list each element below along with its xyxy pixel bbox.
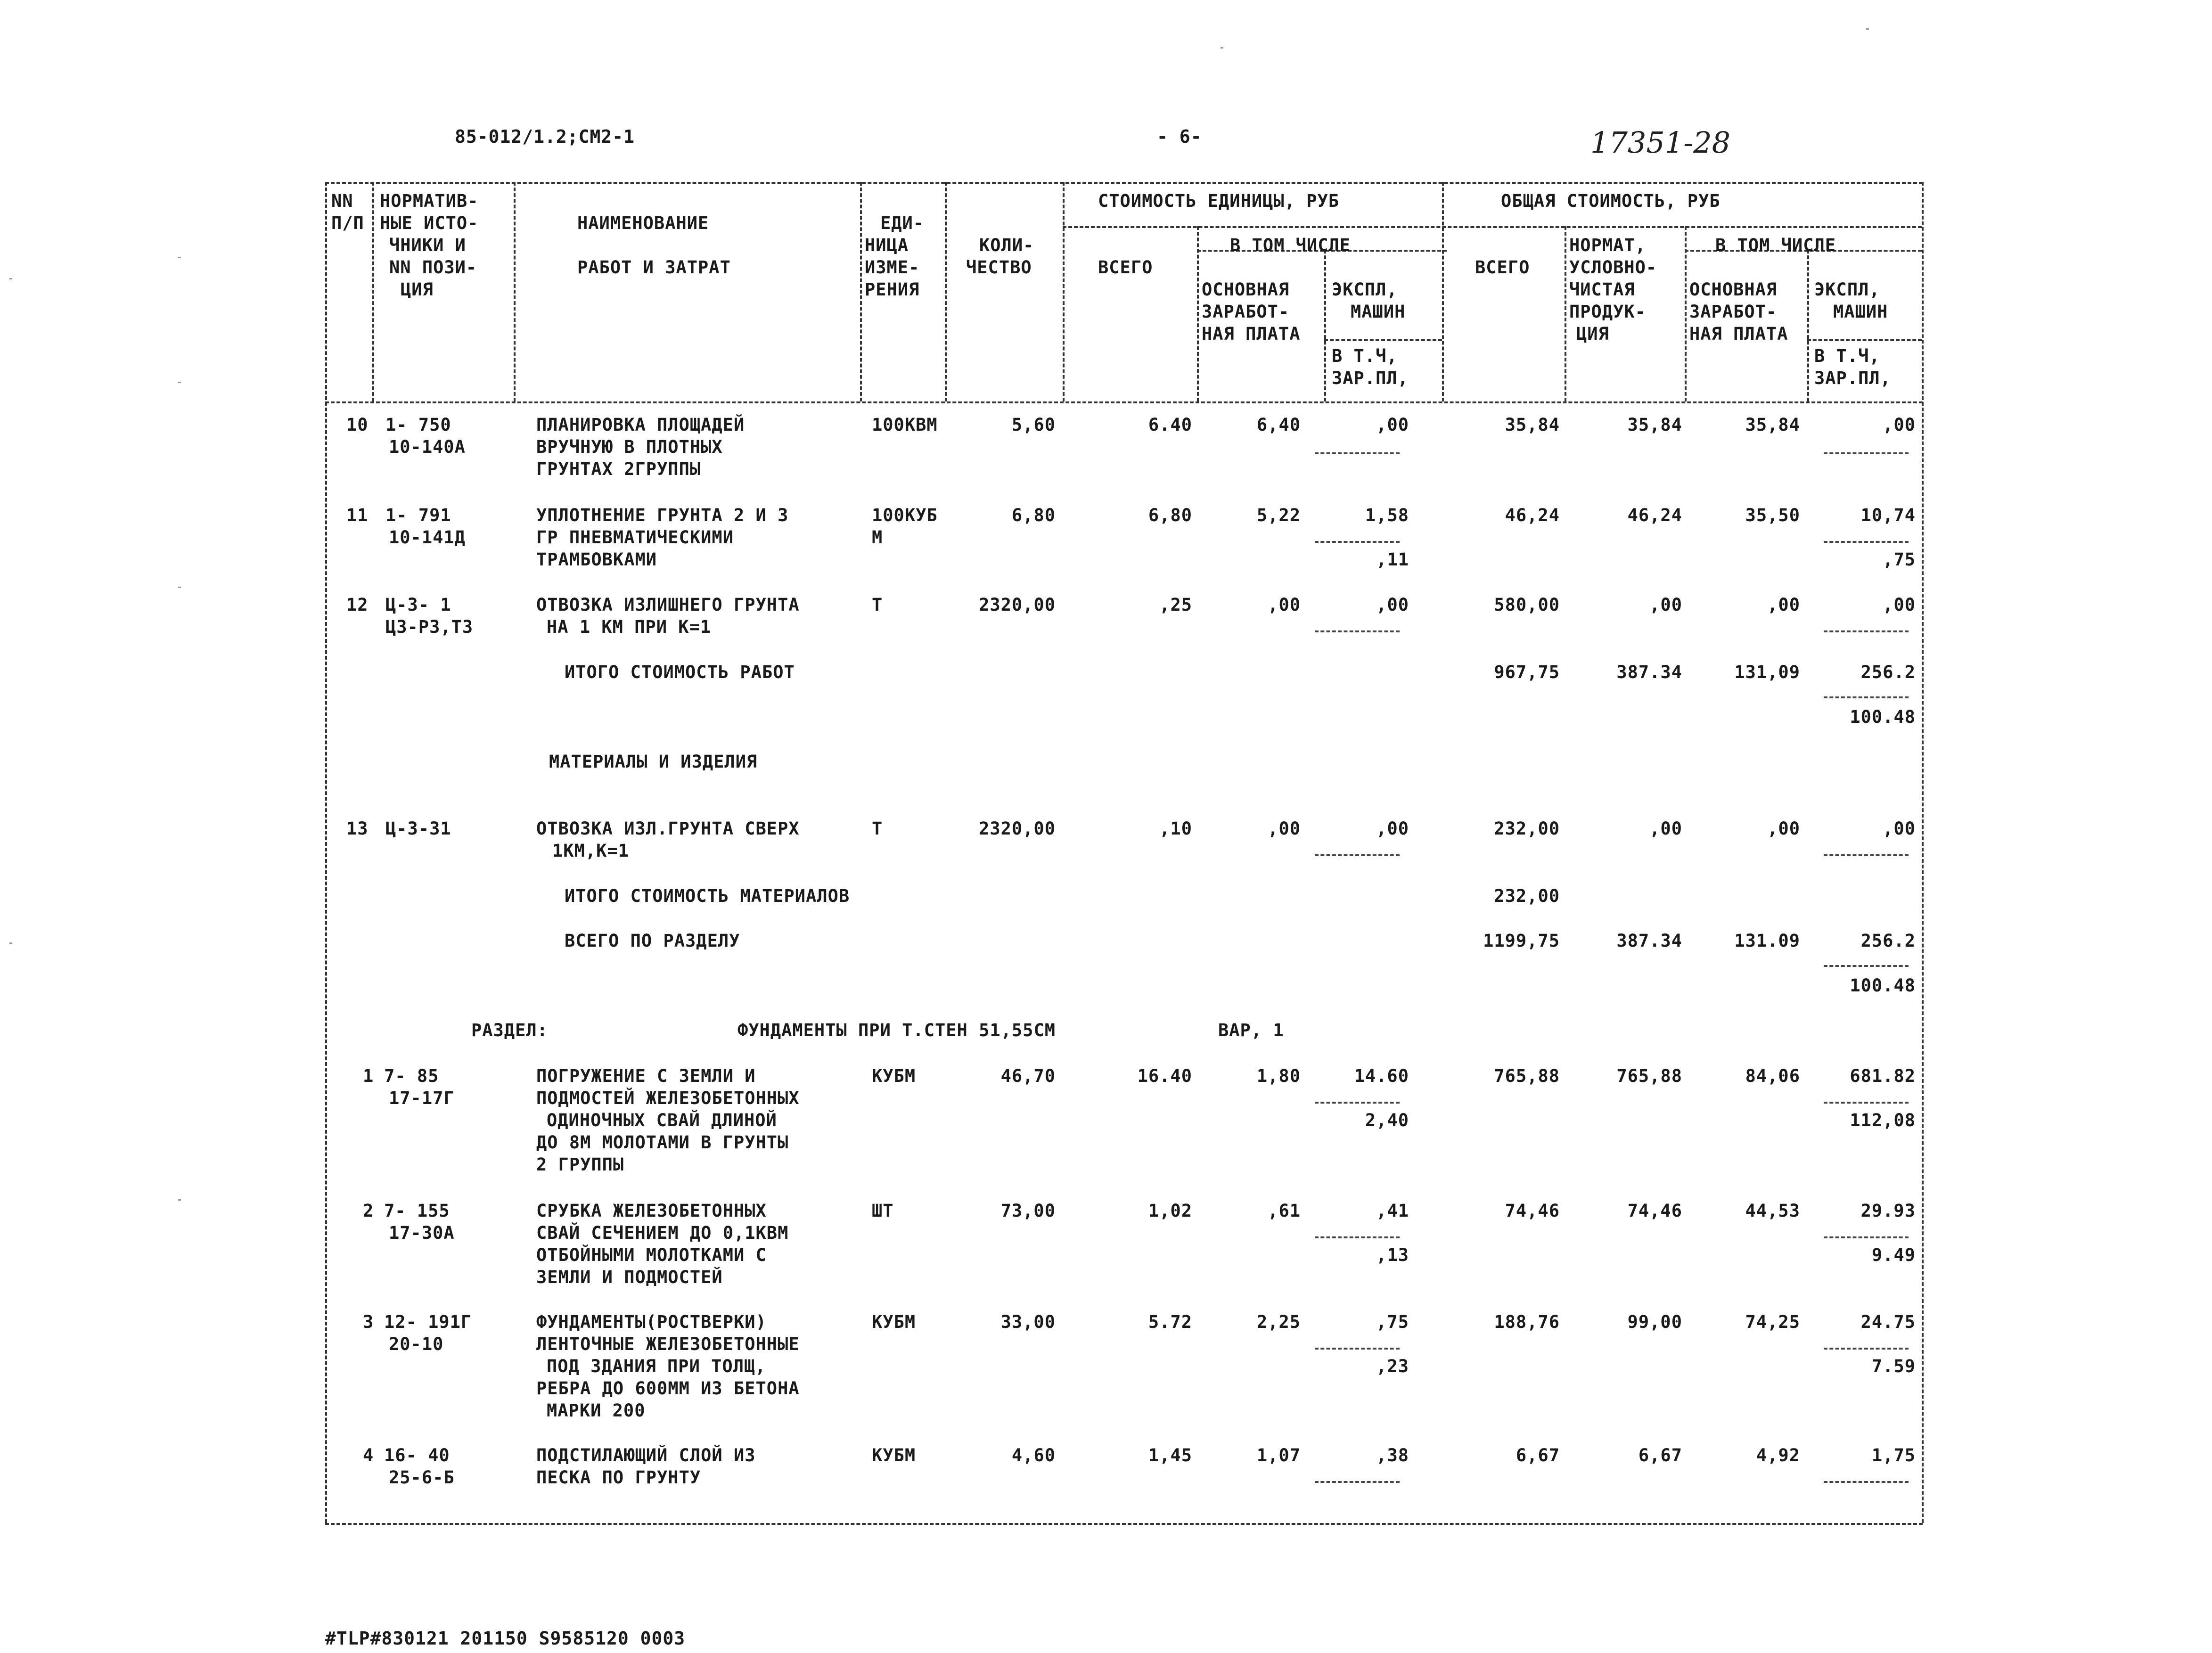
subtotal-materials-label: ИТОГО СТОИМОСТЬ МАТЕРИАЛОВ <box>565 886 850 906</box>
header-normative: ЦИЯ <box>1576 324 1609 344</box>
row-name-line: ГР ПНЕВМАТИЧЕСКИМИ <box>536 527 734 548</box>
row-name-line: ГРУНТАХ 2ГРУППЫ <box>536 459 701 479</box>
row-code: 1- 791 <box>385 505 451 525</box>
row-unit: КУБМ <box>872 1312 916 1332</box>
header-pp: П/П <box>331 213 364 233</box>
section-total-normative: 387.34 <box>1616 931 1682 951</box>
header-divider <box>1685 226 1687 401</box>
row-unit-machines: 14.60 <box>1354 1066 1409 1086</box>
section-variant: ВАР, 1 <box>1218 1020 1284 1040</box>
subtotal-works-total: 967,75 <box>1494 662 1560 682</box>
header-divider <box>945 182 947 401</box>
row-total-pay: ,00 <box>1767 595 1800 615</box>
row-code: 12- 191Г <box>384 1312 472 1332</box>
row-qty: 33,00 <box>1000 1312 1056 1332</box>
row-unit: ШТ <box>872 1201 894 1221</box>
header-divider <box>1807 250 1809 401</box>
row-name-line: ОДИНОЧНЫХ СВАЙ ДЛИНОЙ <box>547 1110 777 1130</box>
row-unit-machines: ,75 <box>1376 1312 1409 1332</box>
header-unit: НИЦА <box>865 235 909 255</box>
row-unit-pay: 6,40 <box>1256 415 1301 435</box>
header-qty: ЧЕСТВО <box>966 257 1032 278</box>
row-name-line: ПЕСКА ПО ГРУНТУ <box>536 1467 701 1488</box>
header-unit: ИЗМЕ- <box>865 257 920 278</box>
header-divider <box>372 182 374 401</box>
row-total: 232,00 <box>1494 818 1560 839</box>
header-basic-pay: НАЯ ПЛАТА <box>1689 324 1788 344</box>
materials-heading: МАТЕРИАЛЫ И ИЗДЕЛИЯ <box>549 752 758 772</box>
row-name-line: 2 ГРУППЫ <box>536 1154 624 1175</box>
row-unit-machines-pay: ,11 <box>1376 549 1409 570</box>
page-number: - 6- <box>1157 126 1202 147</box>
header-machines: ЭКСПЛ, <box>1814 279 1880 300</box>
row-unit-machines-pay: ,23 <box>1376 1356 1409 1376</box>
row-total-pay: 4,92 <box>1756 1445 1800 1465</box>
row-total-machines-pay: ,75 <box>1883 549 1916 570</box>
table-right-border <box>1922 182 1924 1523</box>
header-divider <box>1063 182 1065 401</box>
header-incl: В ТОМ ЧИСЛЕ <box>1715 235 1836 255</box>
header-unit: РЕНИЯ <box>865 279 920 300</box>
row-total-machines: 10,74 <box>1860 505 1916 525</box>
document-code: 85-012/1.2;СМ2-1 <box>455 126 635 147</box>
row-normative: 35,84 <box>1627 415 1682 435</box>
row-number: 2 <box>363 1201 374 1221</box>
row-unit: 100КВМ <box>872 415 938 435</box>
header-name: РАБОТ И ЗАТРАТ <box>577 257 731 278</box>
row-total-pay: ,00 <box>1767 818 1800 839</box>
row-name-line: ПОД ЗДАНИЯ ПРИ ТОЛЩ, <box>547 1356 766 1376</box>
header-nn: NN <box>331 191 353 211</box>
row-unit: Т <box>872 818 883 839</box>
row-total-machines: ,00 <box>1883 595 1916 615</box>
row-code: 10-140А <box>389 437 466 457</box>
row-total-machines-pay: 112,08 <box>1850 1110 1916 1130</box>
subtotal-works-machines-pay: 100.48 <box>1850 707 1916 727</box>
row-name-line: УПЛОТНЕНИЕ ГРУНТА 2 И 3 <box>536 505 789 525</box>
header-normative: ПРОДУК- <box>1569 302 1646 322</box>
row-unit: Т <box>872 595 883 615</box>
subtotal-materials-total: 232,00 <box>1494 886 1560 906</box>
section-total: 1199,75 <box>1483 931 1560 951</box>
row-name-line: РЕБРА ДО 600ММ ИЗ БЕТОНА <box>536 1378 800 1399</box>
row-code: Ц-3-31 <box>385 818 451 839</box>
row-normative: 99,00 <box>1627 1312 1682 1332</box>
subtotal-works-machines: 256.2 <box>1860 662 1916 682</box>
header-norm: NN ПОЗИ- <box>389 257 477 278</box>
header-machines: МАШИН <box>1351 302 1406 322</box>
header-divider <box>1324 250 1326 401</box>
table-left-border <box>325 182 327 1523</box>
row-name-line: ПОДСТИЛАЮЩИЙ СЛОЙ ИЗ <box>536 1445 756 1465</box>
row-code: 20-10 <box>389 1334 444 1354</box>
row-code: Ц3-Р3,Т3 <box>385 617 474 637</box>
header-normative: ЧИСТАЯ <box>1569 279 1635 300</box>
row-total-machines: 681.82 <box>1850 1066 1916 1086</box>
header-incl-pay: В Т.Ч, <box>1814 346 1880 366</box>
row-qty: 73,00 <box>1000 1201 1056 1221</box>
row-unit-total: 1,45 <box>1148 1445 1192 1465</box>
row-code: 16- 40 <box>384 1445 450 1465</box>
row-number: 4 <box>363 1445 374 1465</box>
row-unit-machines: ,00 <box>1376 415 1409 435</box>
header-subdivider <box>1063 226 1922 228</box>
section-label: РАЗДЕЛ: <box>471 1020 548 1040</box>
row-total: 765,88 <box>1494 1066 1560 1086</box>
section-total-label: ВСЕГО ПО РАЗДЕЛУ <box>565 931 740 951</box>
row-unit-machines: ,38 <box>1376 1445 1409 1465</box>
row-qty: 4,60 <box>1011 1445 1056 1465</box>
header-bottom-border <box>325 401 1923 403</box>
header-unit-cost: СТОИМОСТЬ ЕДИНИЦЫ, РУБ <box>1098 191 1340 211</box>
row-total-pay: 74,25 <box>1745 1312 1800 1332</box>
header-incl-pay: ЗАР.ПЛ, <box>1814 368 1891 388</box>
row-unit-machines: ,00 <box>1376 595 1409 615</box>
row-unit-total: ,10 <box>1159 818 1192 839</box>
header-basic-pay: ЗАРАБОТ- <box>1202 302 1290 322</box>
header-qty: КОЛИ- <box>979 235 1034 255</box>
row-number: 12 <box>346 595 369 615</box>
header-incl-pay: ЗАР.ПЛ, <box>1332 368 1409 388</box>
row-normative: 765,88 <box>1616 1066 1682 1086</box>
row-total-machines: 1,75 <box>1871 1445 1916 1465</box>
subtotal-works-pay: 131,09 <box>1734 662 1800 682</box>
row-unit-machines: ,00 <box>1376 818 1409 839</box>
row-normative: ,00 <box>1649 818 1682 839</box>
row-total: 580,00 <box>1494 595 1560 615</box>
row-name-line: ПЛАНИРОВКА ПЛОЩАДЕЙ <box>536 415 745 435</box>
header-divider <box>1565 226 1566 401</box>
row-unit-total: ,25 <box>1159 595 1192 615</box>
row-code: 10-141Д <box>389 527 466 548</box>
header-divider <box>1197 226 1199 401</box>
row-unit-pay: ,00 <box>1268 818 1301 839</box>
row-name-line: ОТВОЗКА ИЗЛИШНЕГО ГРУНТА <box>536 595 800 615</box>
row-unit-machines: ,41 <box>1376 1201 1409 1221</box>
row-code: 25-6-Б <box>389 1467 455 1488</box>
row-name-line: ПОДМОСТЕЙ ЖЕЛЕЗОБЕТОННЫХ <box>536 1088 800 1108</box>
row-total-machines-pay: 9.49 <box>1871 1245 1916 1265</box>
header-subdivider <box>1324 339 1442 341</box>
row-unit-total: 16.40 <box>1137 1066 1192 1086</box>
row-name-line: ВРУЧНУЮ В ПЛОТНЫХ <box>536 437 723 457</box>
row-name-line: ПОГРУЖЕНИЕ С ЗЕМЛИ И <box>536 1066 756 1086</box>
section-total-machines-pay: 100.48 <box>1850 975 1916 996</box>
row-name-line: СРУБКА ЖЕЛЕЗОБЕТОННЫХ <box>536 1201 767 1221</box>
header-basic-pay: ОСНОВНАЯ <box>1689 279 1778 300</box>
row-unit: КУБМ <box>872 1066 916 1086</box>
row-code: Ц-3- 1 <box>385 595 451 615</box>
header-subdivider <box>1807 339 1922 341</box>
table-top-border <box>325 182 1923 184</box>
row-total: 74,46 <box>1505 1201 1560 1221</box>
row-unit-total: 1,02 <box>1148 1201 1192 1221</box>
row-unit-pay: 1,80 <box>1256 1066 1301 1086</box>
row-name-line: ФУНДАМЕНТЫ(РОСТВЕРКИ) <box>536 1312 767 1332</box>
header-norm: НОРМАТИВ- <box>380 191 479 211</box>
header-incl-pay: В Т.Ч, <box>1332 346 1398 366</box>
row-unit-total: 5.72 <box>1148 1312 1192 1332</box>
header-total: ВСЕГО <box>1475 257 1530 278</box>
header-normative: НОРМАТ, <box>1569 235 1646 255</box>
header-unit: ЕДИ- <box>880 213 925 233</box>
header-divider <box>1442 182 1444 401</box>
header-basic-pay: ОСНОВНАЯ <box>1202 279 1290 300</box>
row-qty: 5,60 <box>1011 415 1056 435</box>
header-basic-pay: ЗАРАБОТ- <box>1689 302 1778 322</box>
header-incl: В ТОМ ЧИСЛЕ <box>1230 235 1351 255</box>
row-name-line: ОТВОЗКА ИЗЛ.ГРУНТА СВЕРХ <box>536 818 800 839</box>
row-unit-total: 6.40 <box>1148 415 1192 435</box>
table-bottom-border <box>325 1523 1923 1525</box>
row-total-pay: 35,84 <box>1745 415 1800 435</box>
row-normative: ,00 <box>1649 595 1682 615</box>
row-total: 188,76 <box>1494 1312 1560 1332</box>
row-unit: 100КУБ <box>872 505 938 525</box>
row-total-pay: 84,06 <box>1745 1066 1800 1086</box>
header-normative: УСЛОВНО- <box>1569 257 1657 278</box>
row-normative: 6,67 <box>1638 1445 1682 1465</box>
row-name-line: НА 1 КМ ПРИ К=1 <box>547 617 712 637</box>
handwritten-reference: 17351-28 <box>1590 125 1731 160</box>
row-total: 6,67 <box>1516 1445 1560 1465</box>
row-number: 13 <box>346 818 369 839</box>
row-code: 7- 85 <box>384 1066 439 1086</box>
header-divider <box>514 182 516 401</box>
row-total-machines: 29.93 <box>1860 1201 1916 1221</box>
row-total-machines: ,00 <box>1883 818 1916 839</box>
row-unit-machines: 1,58 <box>1365 505 1409 525</box>
section-total-pay: 131.09 <box>1734 931 1800 951</box>
row-name-line: ЗЕМЛИ И ПОДМОСТЕЙ <box>536 1267 723 1287</box>
subtotal-works-normative: 387.34 <box>1616 662 1682 682</box>
row-number: 10 <box>346 415 369 435</box>
row-number: 11 <box>346 505 369 525</box>
header-machines: ЭКСПЛ, <box>1332 279 1398 300</box>
row-name-line: СВАЙ СЕЧЕНИЕМ ДО 0,1КВМ <box>536 1223 789 1243</box>
row-name-line: ДО 8М МОЛОТАМИ В ГРУНТЫ <box>536 1132 789 1153</box>
row-code: 17-17Г <box>389 1088 455 1108</box>
row-total-machines-pay: 7.59 <box>1871 1356 1916 1376</box>
row-code: 7- 155 <box>384 1201 450 1221</box>
row-unit-pay: 5,22 <box>1256 505 1301 525</box>
row-number: 3 <box>363 1312 374 1332</box>
footer-code: #TLP#830121 201150 S9585120 0003 <box>325 1628 686 1649</box>
row-name-line: ОТБОЙНЫМИ МОЛОТКАМИ С <box>536 1245 767 1265</box>
header-total-cost: ОБЩАЯ СТОИМОСТЬ, РУБ <box>1501 191 1720 211</box>
row-name-line: ЛЕНТОЧНЫЕ ЖЕЛЕЗОБЕТОННЫЕ <box>536 1334 800 1354</box>
row-total-machines: 24.75 <box>1860 1312 1916 1332</box>
row-unit-machines-pay: ,13 <box>1376 1245 1409 1265</box>
row-unit: М <box>872 527 883 548</box>
section-title: ФУНДАМЕНТЫ ПРИ Т.СТЕН 51,55СМ <box>737 1020 1056 1040</box>
row-name-line: 1КМ,К=1 <box>552 841 629 861</box>
header-basic-pay: НАЯ ПЛАТА <box>1202 324 1301 344</box>
row-code: 1- 750 <box>385 415 451 435</box>
header-norm: НЫЕ ИСТО- <box>380 213 479 233</box>
row-unit-pay: 2,25 <box>1256 1312 1301 1332</box>
row-name-line: ТРАМБОВКАМИ <box>536 549 657 570</box>
row-total-pay: 35,50 <box>1745 505 1800 525</box>
row-unit-pay: 1,07 <box>1256 1445 1301 1465</box>
row-normative: 74,46 <box>1627 1201 1682 1221</box>
row-unit-machines-pay: 2,40 <box>1365 1110 1409 1130</box>
header-divider <box>860 182 862 401</box>
section-total-machines: 256.2 <box>1860 931 1916 951</box>
row-total-machines: ,00 <box>1883 415 1916 435</box>
subtotal-works-label: ИТОГО СТОИМОСТЬ РАБОТ <box>565 662 795 682</box>
row-total: 46,24 <box>1505 505 1560 525</box>
row-normative: 46,24 <box>1627 505 1682 525</box>
header-norm: ЧНИКИ И <box>389 235 466 255</box>
row-name-line: МАРКИ 200 <box>547 1400 646 1421</box>
row-qty: 6,80 <box>1011 505 1056 525</box>
row-code: 17-30А <box>389 1223 455 1243</box>
header-norm: ЦИЯ <box>401 279 434 300</box>
row-total: 35,84 <box>1505 415 1560 435</box>
row-total-pay: 44,53 <box>1745 1201 1800 1221</box>
header-machines: МАШИН <box>1833 302 1888 322</box>
row-unit-total: 6,80 <box>1148 505 1192 525</box>
row-unit: КУБМ <box>872 1445 916 1465</box>
row-unit-pay: ,00 <box>1268 595 1301 615</box>
row-number: 1 <box>363 1066 374 1086</box>
row-qty: 46,70 <box>1000 1066 1056 1086</box>
row-unit-pay: ,61 <box>1268 1201 1301 1221</box>
row-qty: 2320,00 <box>979 818 1056 839</box>
row-qty: 2320,00 <box>979 595 1056 615</box>
header-unit-total: ВСЕГО <box>1098 257 1153 278</box>
header-name: НАИМЕНОВАНИЕ <box>577 213 709 233</box>
